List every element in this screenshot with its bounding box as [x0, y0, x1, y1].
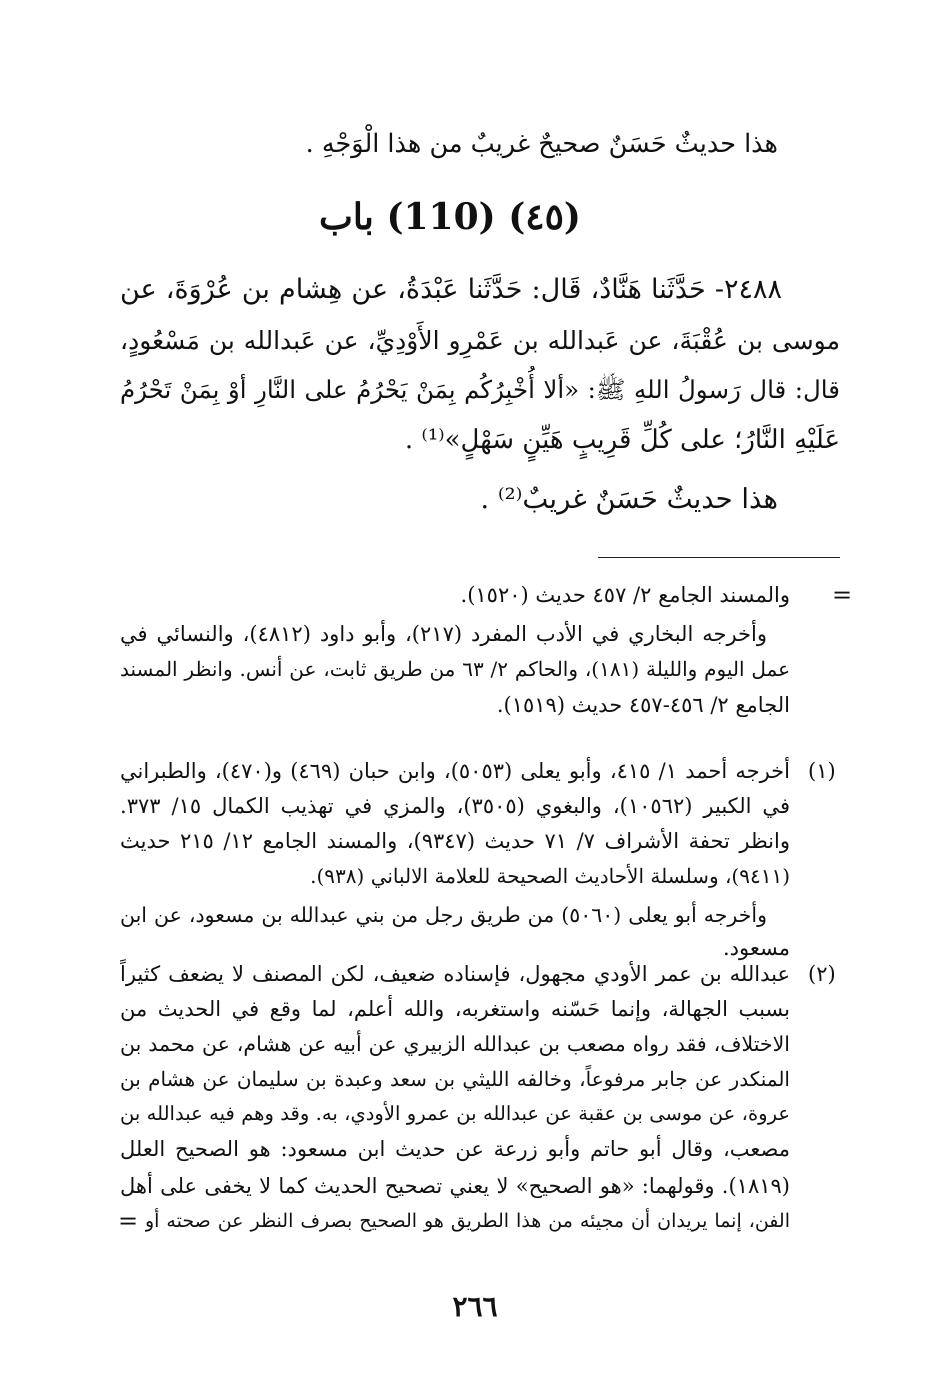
- continuation-mark: =: [832, 581, 853, 609]
- footnote-line: عروة، عن موسى بن عقبة عن عبدالله بن عمرو الأودي، به. وقد وهم فيه عبدالله بن: [120, 1102, 790, 1125]
- footnote-line: (٩٤١١)، وسلسلة الأحاديث الصحيحة للعلامة الالباني (٩٣٨).: [310, 864, 790, 888]
- footnote-line: أخرجه أحمد ١/ ٤١٥، وأبو يعلى (٥٠٥٣)، وابن حبان (٤٦٩) و(٤٧٠)، والطبراني: [120, 759, 790, 783]
- footnote-number: (٢): [808, 962, 836, 986]
- footnote-line: وأخرجه أبو يعلى (٥٠٦٠) من طريق رجل من بني عبدالله بن مسعود، عن ابن: [120, 903, 767, 927]
- footnote-separator: [598, 557, 840, 558]
- page-number: ٢٦٦: [452, 1290, 498, 1323]
- footnote-line: مسعود.: [723, 936, 790, 960]
- footnote-line: والمسند الجامع ٢/ ٤٥٧ حديث (١٥٢٠).: [460, 583, 790, 607]
- footnote-line: مصعب، وقال أبو حاتم وأبو زرعة عن حديث ابن مسعود: هو الصحيح العلل: [120, 1137, 790, 1161]
- continuation-mark: =: [118, 1207, 139, 1235]
- hadith-line: موسى بن عُقْبَةَ، عن عَبدالله بن عَمْرِو الأَوْدِيِّ، عن عَبدالله بن مَسْعُودٍ،: [120, 326, 840, 355]
- footnote-line: عبدالله بن عمر الأودي مجهول، فإسناده ضعيف، لكن المصنف لا يضعف كثيراً: [120, 962, 790, 986]
- footnote-line: (١٨١٩). وقولهما: «هو الصحيح» لا يعني تصحيح الحديث كما لا يخفى على أهل: [120, 1174, 790, 1198]
- footnote-line: عمل اليوم والليلة (١٨١)، والحاكم ٢/ ٦٣ من طريق ثابت، عن أنس. وانظر المسند: [120, 657, 790, 681]
- footnote-line: وأخرجه البخاري في الأدب المفرد (٢١٧)، وأبو داود (٤٨١٢)، والنسائي في: [120, 622, 767, 646]
- hadith-line: قال: قال رَسولُ اللهِ ﷺ: «ألا أُخْبِرُكُم بِمَنْ يَحْرُمُ على النَّارِ أوْ بِمَنْ تَحْرُمُ: [120, 375, 840, 404]
- hadith-line: ٢٤٨٨- حَدَّثَنا هَنَّادٌ، قَال: حَدَّثَنا عَبْدَةُ، عن هِشام بن عُرْوَةَ، عن: [120, 274, 782, 305]
- hadith-line: عَلَيْهِ النَّارُ؛ على كُلِّ قَرِيبٍ هَيِّنٍ سَهْلٍ»⁽¹⁾ .: [404, 425, 840, 455]
- footnote-line: الفن، إنما يريدان أن مجيئه من هذا الطريق هو الصحيح بصرف النظر عن صحته أو: [145, 1210, 790, 1232]
- footnote-line: الاختلاف، فقد رواه مصعب بن عبدالله الزبيري عن أبيه عن هشام، عن محمد بن: [120, 1032, 790, 1056]
- grading-statement: هذا حديثٌ حَسَنٌ صحيحٌ غريبٌ من هذا الْوَجْهِ .: [305, 129, 778, 159]
- footnote-line: وانظر تحفة الأشراف ٧/ ٧١ حديث (٩٣٤٧)، والمسند الجامع ١٢/ ٢١٥ حديث: [120, 829, 790, 853]
- footnote-line: المنكدر عن جابر مرفوعاً، وخالفه الليثي بن سعد وعبدة بن سليمان عن هشام بن: [120, 1067, 790, 1091]
- chapter-title: (٤٥) (110) باب: [319, 196, 581, 238]
- grading-statement: هذا حديثٌ حَسَنٌ غريبٌ⁽²⁾ .: [480, 483, 778, 515]
- footnote-number: (١): [808, 759, 836, 783]
- footnote-line: بسبب الجهالة، وإنما حَسّنه واستغربه، والله أعلم، لما وقع في الحديث من: [120, 997, 790, 1021]
- footnote-line: في الكبير (١٠٥٦٢)، والبغوي (٣٥٠٥)، والمزي في تهذيب الكمال ١٥/ ٣٧٣.: [120, 794, 790, 818]
- footnote-line: الجامع ٢/ ٤٥٦-٤٥٧ حديث (١٥١٩).: [496, 693, 790, 717]
